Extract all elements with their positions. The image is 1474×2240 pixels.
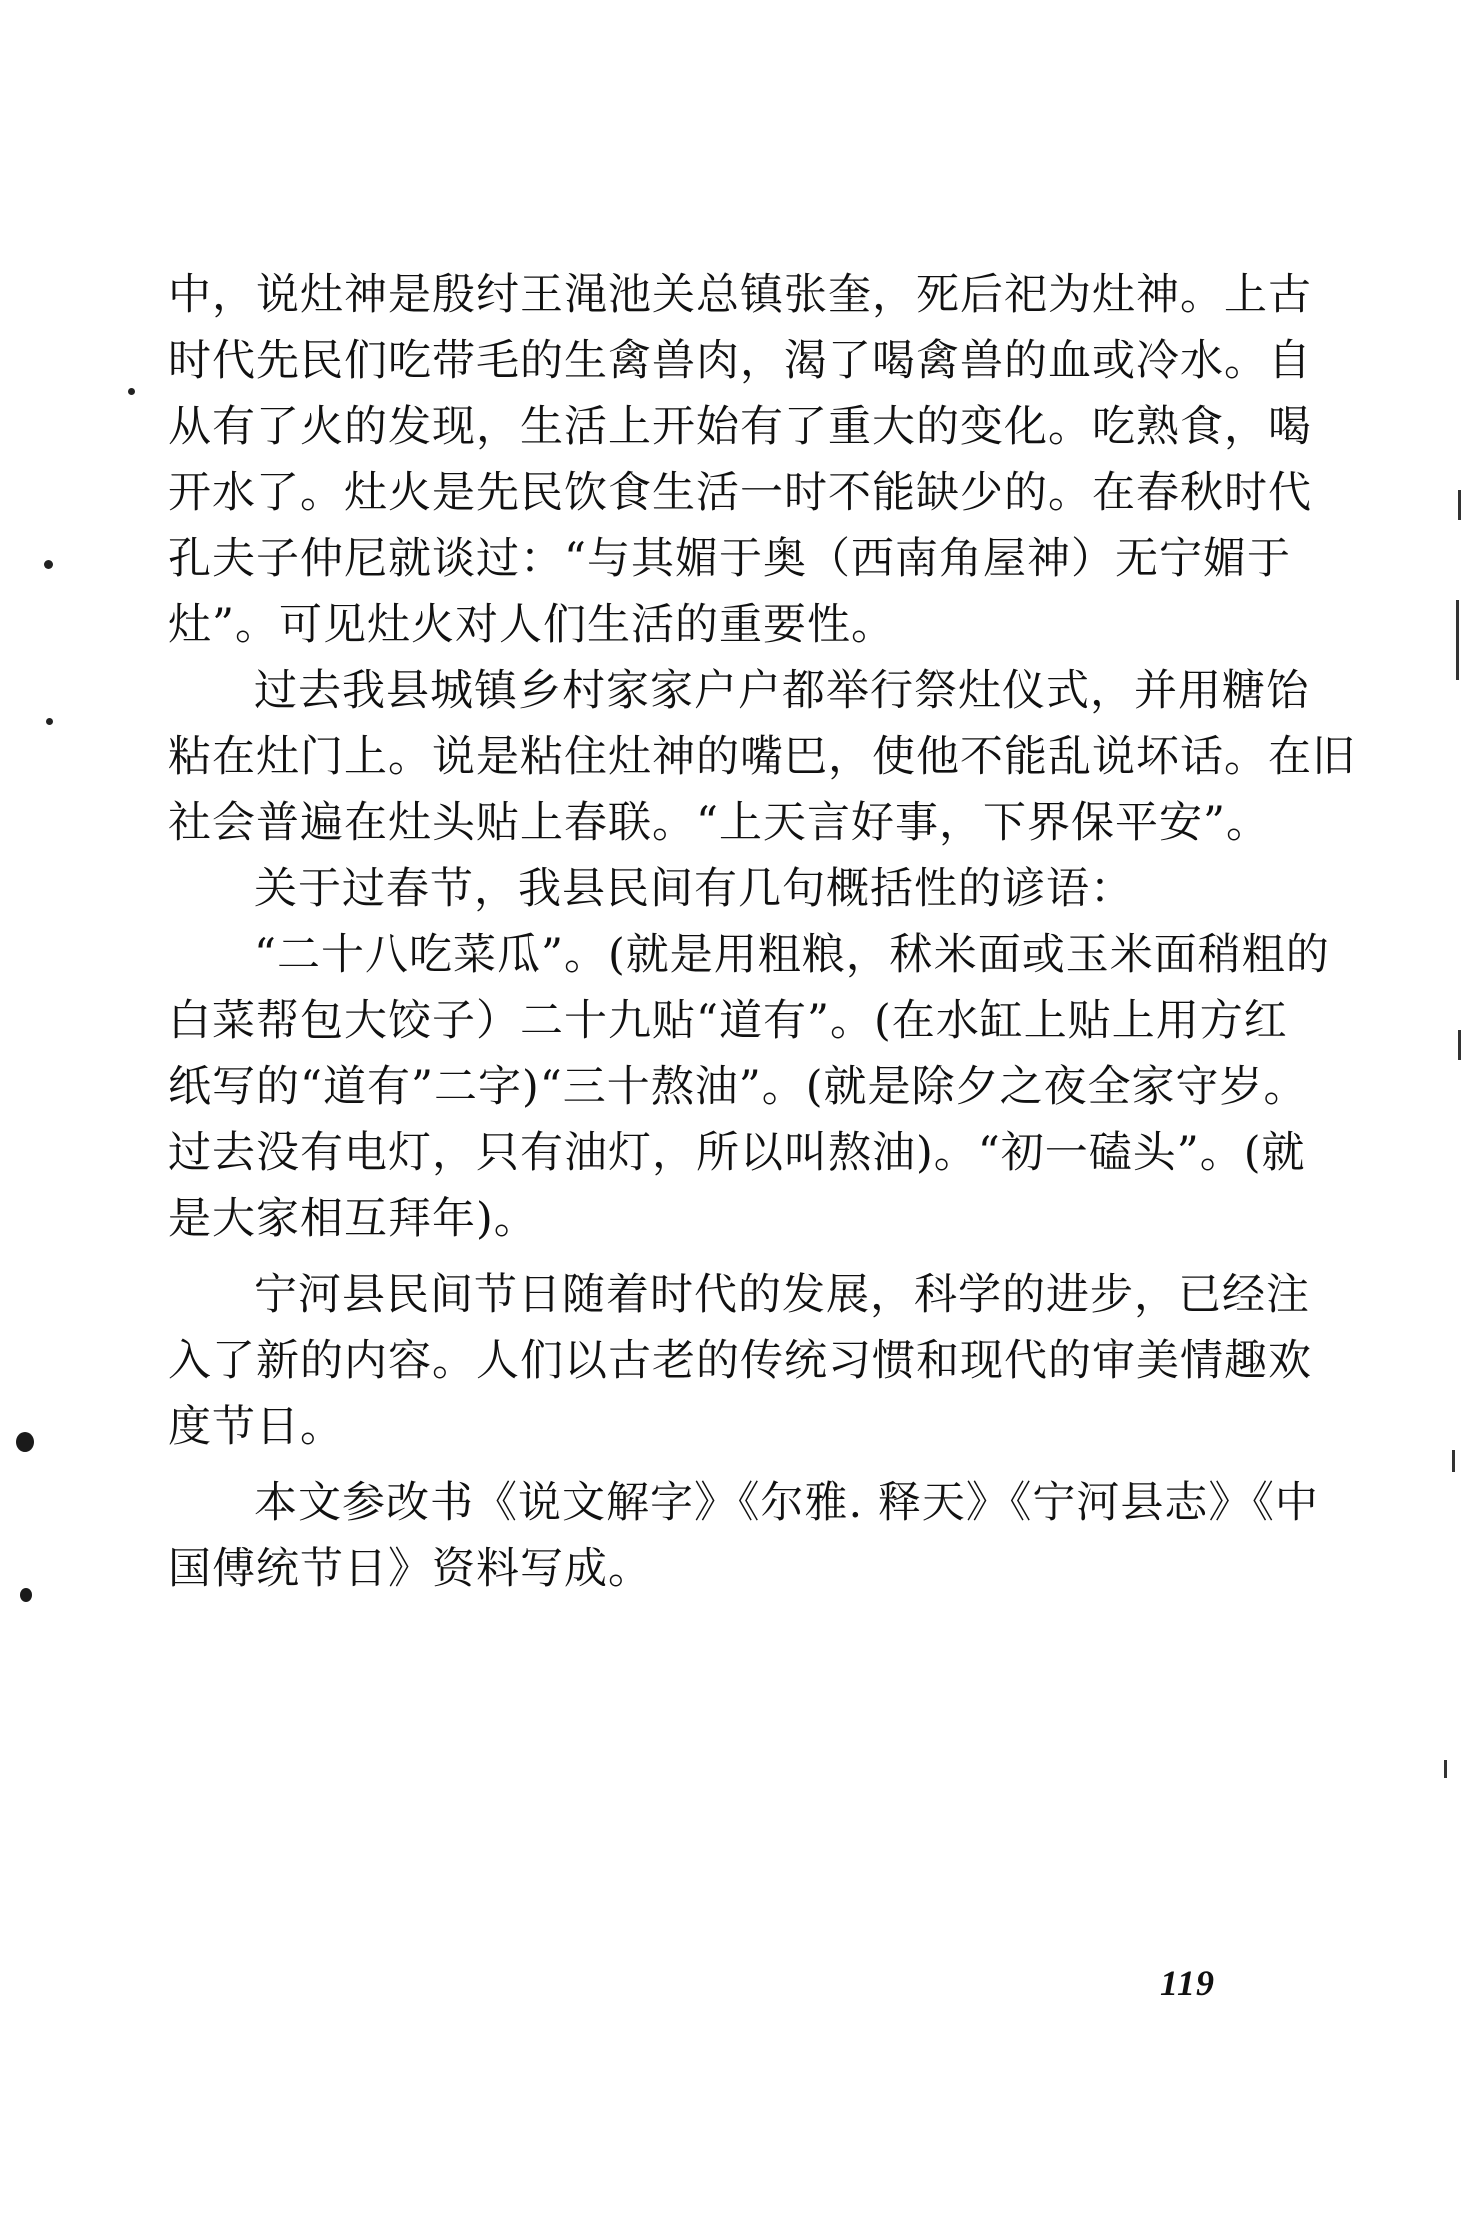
text-line: 时代先民们吃带毛的生禽兽肉，渴了喝禽兽的血或冷水。自 xyxy=(168,336,1312,386)
binding-hole xyxy=(20,1588,32,1602)
paragraph-start-line: 本文参改书《说文解字》《尔雅. 释天》《宁河县志》《中 xyxy=(254,1478,1319,1528)
text-line: 白菜帮包大饺子）二十九贴“道有”。(在水缸上贴上用方红 xyxy=(168,996,1288,1046)
text-line: 开水了。灶火是先民饮食生活一时不能缺少的。在春秋时代 xyxy=(168,468,1312,518)
text-line: 入了新的内容。人们以古老的传统习惯和现代的审美情趣欢 xyxy=(168,1336,1312,1386)
text-line: 社会普遍在灶头贴上春联。“上天言好事，下界保平安”。 xyxy=(168,798,1270,848)
paragraph-start-line: 关于过春节，我县民间有几句概括性的谚语： xyxy=(254,864,1134,914)
page-number: 119 xyxy=(1160,1963,1216,2003)
text-line: 灶”。可见灶火对人们生活的重要性。 xyxy=(168,600,895,650)
body-text xyxy=(168,262,1356,1602)
text-line: 从有了火的发现，生活上开始有了重大的变化。吃熟食，喝 xyxy=(168,402,1312,452)
edge-mark xyxy=(1452,1450,1455,1472)
text-line: 度节日。 xyxy=(168,1402,344,1452)
paragraph-start-line: 宁河县民间节日随着时代的发展，科学的进步，已经注 xyxy=(254,1270,1310,1320)
scan-speck xyxy=(128,388,135,395)
text-line: 是大家相互拜年)。 xyxy=(168,1194,538,1244)
scan-speck xyxy=(44,560,53,569)
text-line: 孔夫子仲尼就谈过：“与其媚于奥（西南角屋神）无宁媚于 xyxy=(168,534,1291,584)
paragraph-start-line: 过去我县城镇乡村家家户户都举行祭灶仪式，并用糖饴 xyxy=(254,666,1310,716)
paragraph-start-line: “二十八吃菜瓜”。(就是用粗粮，秫米面或玉米面稍粗的 xyxy=(254,930,1330,980)
text-line: 纸写的“道有”二字)“三十熬油”。(就是除夕之夜全家守岁。 xyxy=(168,1062,1308,1112)
text-line: 中，说灶神是殷纣王渑池关总镇张奎，死后祀为灶神。上古 xyxy=(168,270,1312,320)
edge-mark xyxy=(1456,600,1459,680)
binding-hole xyxy=(16,1432,34,1452)
edge-mark xyxy=(1458,490,1461,520)
text-line: 国傅统节日》资料写成。 xyxy=(168,1544,652,1594)
scan-speck xyxy=(46,718,53,725)
edge-mark xyxy=(1444,1760,1447,1778)
edge-mark xyxy=(1458,1030,1461,1060)
text-line: 粘在灶门上。说是粘住灶神的嘴巴，使他不能乱说坏话。在旧 xyxy=(168,732,1356,782)
text-line: 过去没有电灯，只有油灯，所以叫熬油)。“初一磕头”。(就 xyxy=(168,1128,1306,1178)
